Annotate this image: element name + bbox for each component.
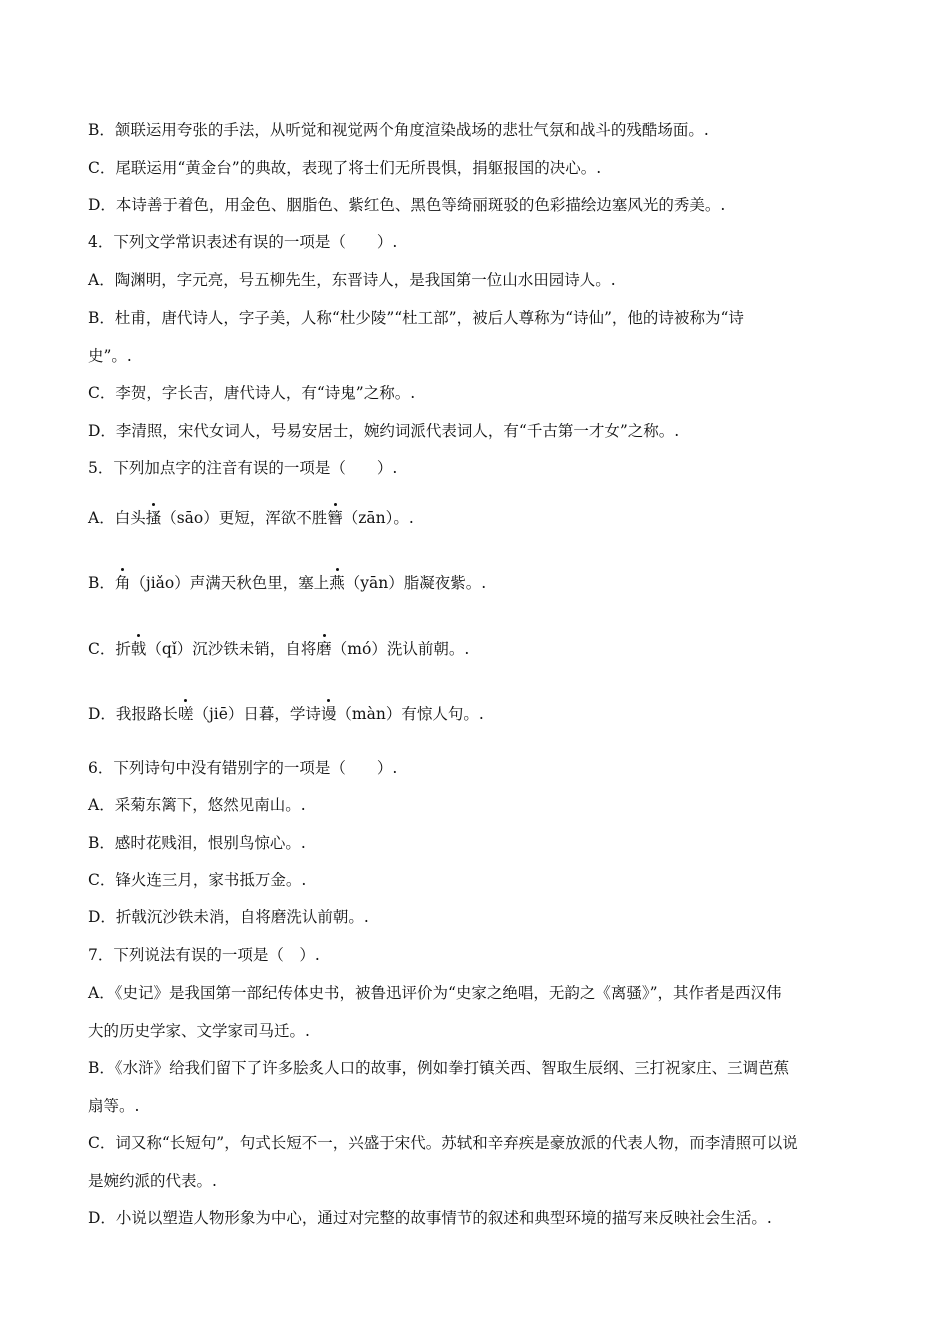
q7-option-a-line2: 大的历史学家、文学家司马迁。. [88, 1022, 310, 1040]
q4-stem: 4．下列文学常识表述有误的一项是（ ）. [88, 233, 398, 251]
q6-option-a: A．采菊东篱下，悠然见南山。. [88, 796, 306, 814]
q5-d-dotted-char-1: 嗟 [177, 705, 194, 723]
q3-option-c: C．尾联运用“黄金台”的典故，表现了将士们无所畏惧，捐躯报国的决心。. [88, 159, 602, 177]
q5-a-pre: A．白头 [88, 509, 146, 527]
q7-option-c-line1: C．词又称“长短句”，句式长短不一，兴盛于宋代。苏轼和辛弃疾是豪放派的代表人物，而李清照可以说 [88, 1134, 798, 1152]
q5-d-mid: （jiē）日暮，学诗 [193, 705, 321, 723]
q5-c-post: （mó）洗认前朝。. [331, 640, 470, 658]
q4-option-a: A．陶渊明，字元亮，号五柳先生，东晋诗人，是我国第一位山水田园诗人。. [88, 271, 616, 289]
q5-b-mid: （jiǎo）声满天秋色里，塞上 [130, 574, 330, 592]
q6-option-b: B．感时花贱泪，恨别鸟惊心。. [88, 834, 306, 852]
q7-option-c-line2: 是婉约派的代表。. [88, 1172, 217, 1190]
q4-option-b-line2: 史”。. [88, 347, 132, 365]
q4-option-c: C．李贺，字长吉，唐代诗人，有“诗鬼”之称。. [88, 384, 416, 402]
q5-b-pre: B． [88, 574, 115, 592]
q5-a-post: （zān）。. [342, 509, 414, 527]
q5-option-a [88, 508, 858, 528]
q5-d-post: （màn）有惊人句。. [336, 705, 484, 723]
q5-c-mid: （qǐ）沉沙铁未销，自将 [146, 640, 317, 658]
q5-d-pre: D．我报路长 [88, 705, 178, 723]
q6-stem: 6．下列诗句中没有错别字的一项是（ ）. [88, 759, 398, 777]
q7-option-a-line1: A．《史记》是我国第一部纪传体史书，被鲁迅评价为“史家之绝唱，无韵之《离骚》”，其作者是西汉伟 [88, 984, 782, 1002]
q5-c-dotted-char-1: 戟 [130, 640, 147, 658]
q7-option-b-line2: 扇等。. [88, 1097, 140, 1115]
q7-option-d: D．小说以塑造人物形象为中心，通过对完整的故事情节的叙述和典型环境的描写来反映社会生活。. [88, 1209, 772, 1227]
q4-option-b-line1: B．杜甫，唐代诗人，字子美，人称“杜少陵”“杜工部”，被后人尊称为“诗仙”，他的诗被称为“诗 [88, 309, 744, 327]
q5-d-dotted-char-2: 谩 [320, 705, 337, 723]
q5-option-b [88, 573, 858, 593]
q5-a-dotted-char-1: 搔 [145, 509, 162, 527]
q7-option-b-line1: B．《水浒》给我们留下了许多脍炙人口的故事，例如拳打镇关西、智取生辰纲、三打祝家庄、三调芭蕉 [88, 1059, 790, 1077]
q5-a-mid: （sāo）更短，浑欲不胜 [161, 509, 328, 527]
q5-option-c [88, 639, 858, 659]
q6-option-d: D．折戟沉沙铁未消，自将磨洗认前朝。. [88, 908, 369, 926]
q5-option-d [88, 704, 858, 724]
q5-b-post: （yān）脂凝夜紫。. [344, 574, 487, 592]
q5-b-dotted-char-2: 燕 [329, 574, 345, 592]
q5-c-pre: C．折 [88, 640, 131, 658]
q5-a-dotted-char-2: 簪 [327, 509, 343, 527]
q5-b-dotted-char-1: 角 [114, 574, 131, 592]
q4-option-d: D．李清照，宋代女词人，号易安居士，婉约词派代表词人，有“千古第一才女”之称。. [88, 422, 680, 440]
q3-option-b: B．颔联运用夸张的手法，从听觉和视觉两个角度渲染战场的悲壮气氛和战斗的残酷场面。. [88, 121, 709, 139]
q3-option-d: D．本诗善于着色，用金色、胭脂色、紫红色、黑色等绮丽斑驳的色彩描绘边塞风光的秀美。. [88, 196, 726, 214]
q7-stem: 7．下列说法有误的一项是（ ）. [88, 946, 320, 964]
q6-option-c: C．锋火连三月，家书抵万金。. [88, 871, 307, 889]
q5-stem: 5．下列加点字的注音有误的一项是（ ）. [88, 459, 398, 477]
q5-c-dotted-char-2: 磨 [316, 640, 332, 658]
